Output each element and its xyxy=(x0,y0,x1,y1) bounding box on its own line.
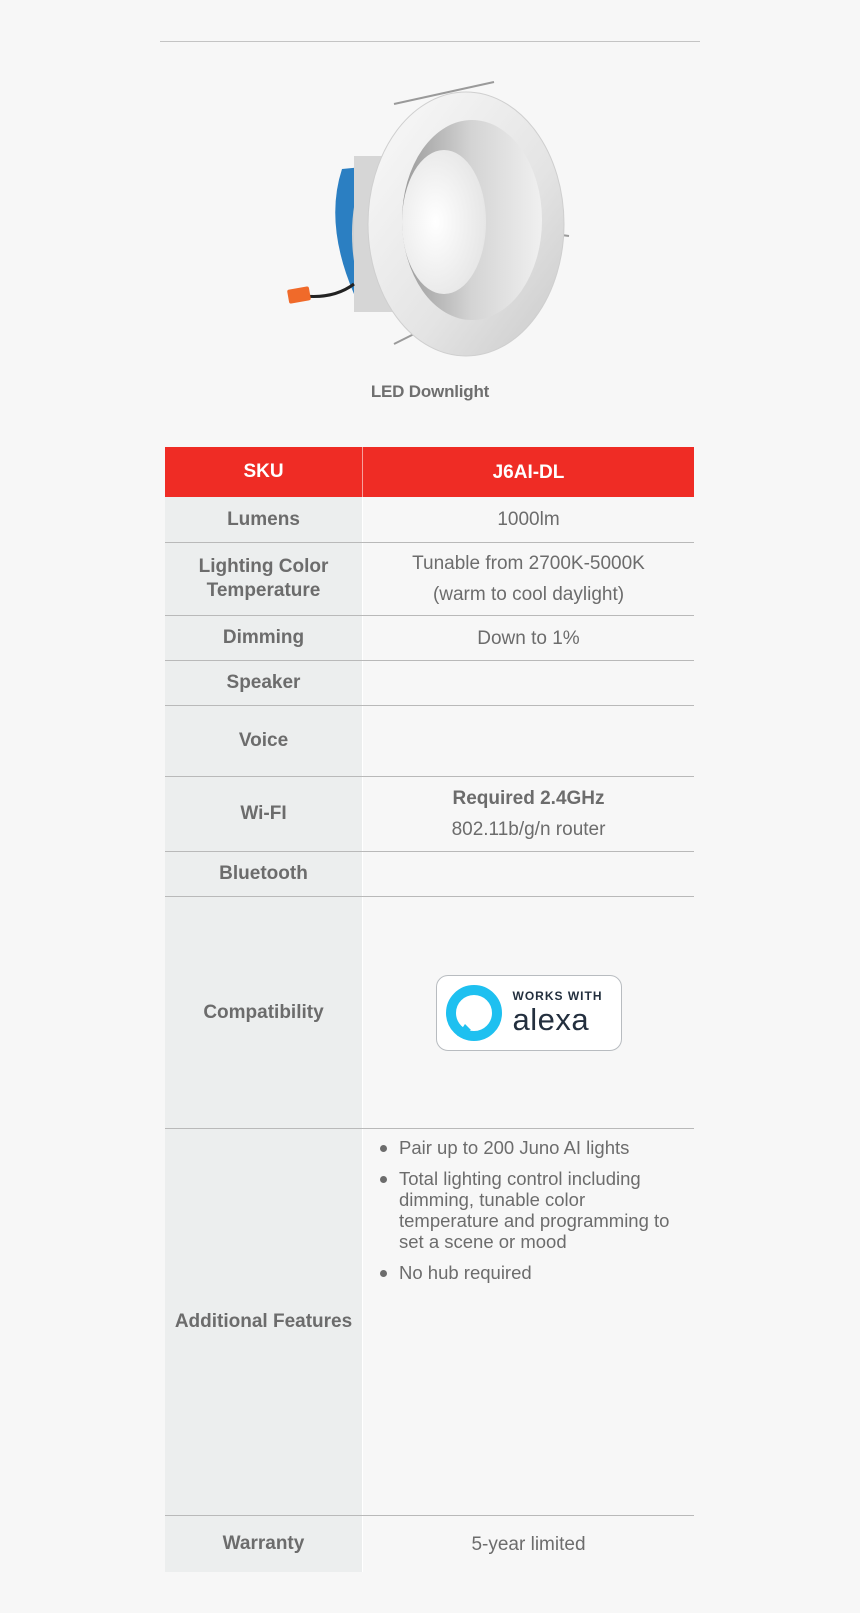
row-value: 5-year limited xyxy=(471,1533,586,1555)
row-label: Compatibility xyxy=(165,897,363,1128)
table-row-voice xyxy=(165,706,694,777)
row-label: Bluetooth xyxy=(165,852,363,896)
row-label: Wi-FI xyxy=(165,777,363,851)
value-line-2: (warm to cool daylight) xyxy=(432,584,625,605)
row-label: Lighting Color Temperature xyxy=(165,543,363,615)
row-value xyxy=(363,1129,694,1515)
row-value xyxy=(363,661,694,705)
works-with-alexa-badge xyxy=(436,975,622,1051)
sku-header-value: J6AI-DL xyxy=(363,447,694,497)
table-row-dimming xyxy=(165,616,694,661)
table-header-row xyxy=(165,447,694,497)
value-line-1: Tunable from 2700K-5000K xyxy=(412,553,645,574)
row-value: 1000lm xyxy=(497,509,560,530)
alexa-ring-icon xyxy=(445,984,503,1042)
table-row-speaker xyxy=(165,661,694,706)
row-label: Dimming xyxy=(165,616,363,660)
list-item: No hub required xyxy=(379,1262,684,1283)
row-label: Warranty xyxy=(165,1516,363,1572)
table-row-lumens xyxy=(165,497,694,543)
table-row-color-temperature xyxy=(165,543,694,616)
row-label: Additional Features xyxy=(165,1129,363,1515)
table-row-compatibility xyxy=(165,897,694,1129)
row-value: Down to 1% xyxy=(477,627,580,649)
sku-header-label: SKU xyxy=(165,447,363,497)
table-row-warranty xyxy=(165,1516,694,1572)
row-label: Voice xyxy=(165,706,363,776)
list-item: Pair up to 200 Juno AI lights xyxy=(379,1137,684,1158)
table-row-bluetooth xyxy=(165,852,694,897)
led-downlight-image xyxy=(284,74,584,374)
table-row-wifi xyxy=(165,777,694,852)
row-value xyxy=(363,852,694,896)
spec-table xyxy=(165,447,694,1572)
row-value xyxy=(363,897,694,1128)
value-line-1: Required 2.4GHz xyxy=(452,788,605,809)
row-value xyxy=(363,543,694,615)
features-list xyxy=(379,1137,684,1293)
row-label: Speaker xyxy=(165,661,363,705)
table-row-additional-features xyxy=(165,1129,694,1516)
row-value xyxy=(363,706,694,776)
alexa-works-with-text: WORKS WITH xyxy=(512,988,603,1003)
row-value xyxy=(363,777,694,851)
product-caption: LED Downlight xyxy=(370,382,490,401)
row-label: Lumens xyxy=(165,497,363,542)
value-line-2: 802.11b/g/n router xyxy=(451,819,606,840)
top-divider xyxy=(160,41,700,42)
alexa-wordmark: alexa xyxy=(512,1001,590,1037)
list-item: Total lighting control including dimming, tunable color temperature and programming to set a scene or mood xyxy=(379,1168,684,1252)
